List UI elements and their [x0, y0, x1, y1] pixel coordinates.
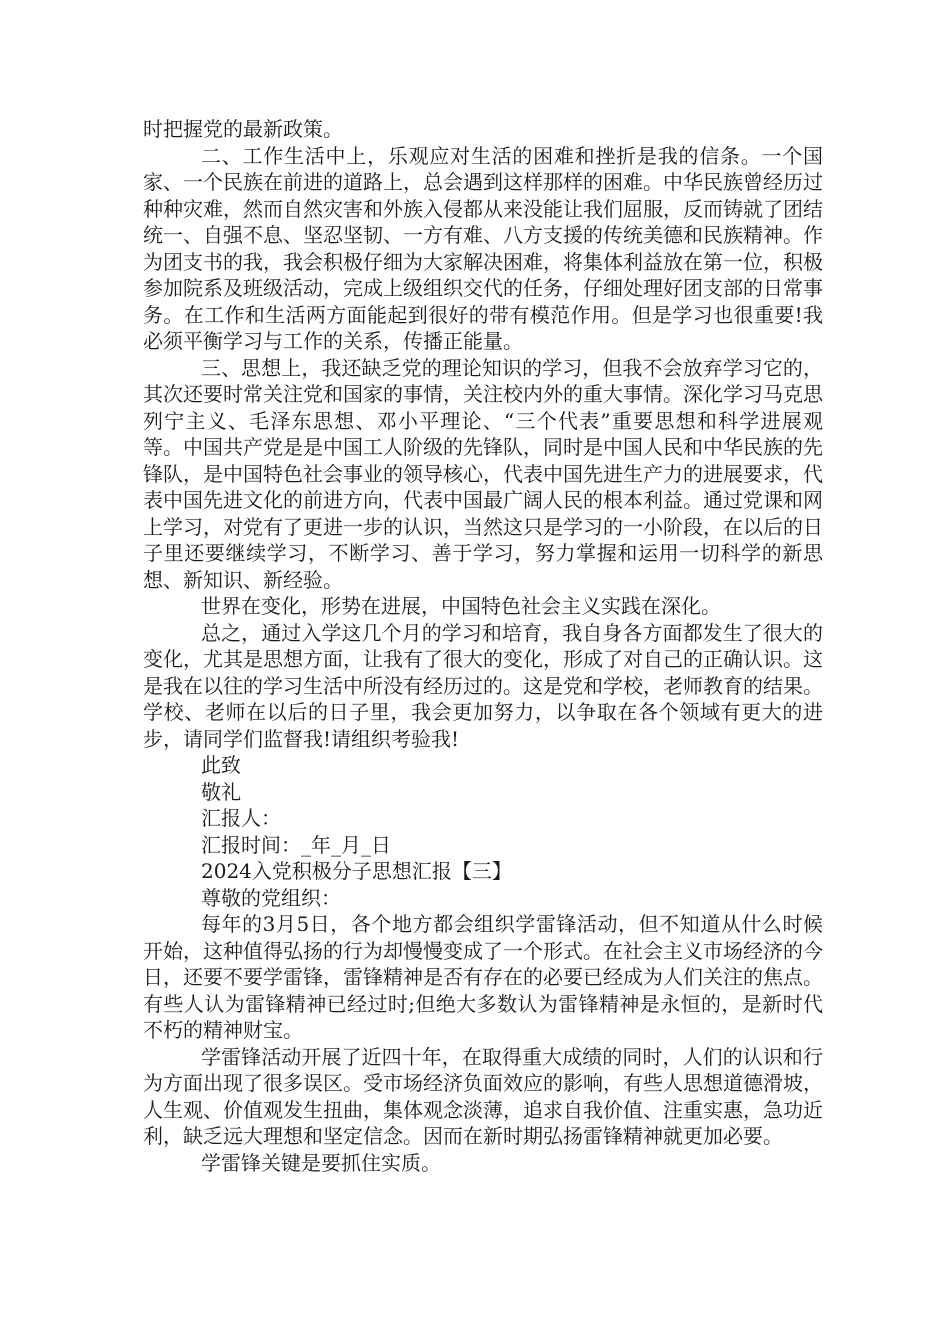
greeting-line: 尊敬的党组织： — [201, 885, 341, 910]
paragraph-5: 总之，通过入学这几个月的学习和培育，我自身各方面都发生了很大的变化，尤其是思想方面，让我有了很大的变化，形成了对自己的正确认识。这是我在以往的学习生活中所没有经历过的。这是党和学校，老师教育的结果。学校、老师在以后的日子里，我会更加努力，以争取在各个领域有更大的进步，请同学们监督我!请组织考验我! — [143, 620, 823, 751]
paragraph-6: 每年的3月5日，各个地方都会组织学雷锋活动，但不知道从什么时候开始，这种值得弘扬的行为却慢慢变成了一个形式。在社会主义市场经济的今日，还要不要学雷锋，雷锋精神是否有存在的必要已经成为人们关注的焦点。有些人认为雷锋精神已经过时;但绝大多数认为雷锋精神是永恒的，是新时代不朽的精神财宝。 — [143, 912, 823, 1042]
paragraph-7: 学雷锋活动开展了近四十年，在取得重大成绩的同时，人们的认识和行为方面出现了很多误区。受市场经济负面效应的影响，有些人思想道德滑坡，人生观、价值观发生扭曲，集体观念淡薄，追求自我价值、注重实惠，急功近利，缺乏远大理想和坚定信念。因而在新时期弘扬雷锋精神就更加必要。 — [143, 1044, 823, 1148]
section-title: 2024入党积极分子思想汇报【三】 — [201, 859, 512, 883]
report-time-line: 汇报时间：_年_月_日 — [201, 832, 391, 857]
document-page — [143, 116, 823, 1176]
salutation-cizhi: 此致 — [201, 753, 241, 777]
reporter-line: 汇报人： — [201, 806, 281, 830]
paragraph-1: 时把握党的最新政策。 — [143, 117, 343, 141]
paragraph-2: 二、工作生活中上，乐观应对生活的困难和挫折是我的信条。一个国家、一个民族在前进的道路上，总会遇到这样那样的困难。中华民族曾经历过种种灾难，然而自然灾害和外族入侵都从来没能让我们屈服，反而铸就了团结统一、自强不息、坚忍坚韧、一方有难、八方支援的传统美德和民族精神。作为团支书的我，我会积极仔细为大家解决困难，将集体利益放在第一位，积极参加院系及班级活动，完成上级组织交代的任务，仔细处理好团支部的日常事务。在工作和生活两方面能起到很好的带有模范作用。但是学习也很重要!我必须平衡学习与工作的关系，传播正能量。 — [143, 143, 823, 353]
paragraph-8: 学雷锋关键是要抓住实质。 — [201, 1150, 441, 1175]
paragraph-3: 三、思想上，我还缺乏党的理论知识的学习，但我不会放弃学习它的，其次还要时常关注党和国家的事情，关注校内外的重大事情。深化学习马克思列宁主义、毛泽东思想、邓小平理论、“三个代表”重要思想和科学进展观等。中国共产党是是中国工人阶级的先锋队，同时是中国人民和中华民族的先锋队，是中国特色社会事业的领导核心，代表中国先进生产力的进展要求，代表中国先进文化的前进方向，代表中国最广阔人民的根本利益。通过党课和网上学习，对党有了更进一步的认识，当然这只是学习的一小阶段，在以后的日子里还要继续学习，不断学习、善于学习，努力掌握和运用一切科学的新思想、新知识、新经验。 — [143, 355, 823, 592]
paragraph-4: 世界在变化，形势在进展，中国特色社会主义实践在深化。 — [201, 594, 721, 618]
salutation-jingli: 敬礼 — [201, 779, 241, 804]
